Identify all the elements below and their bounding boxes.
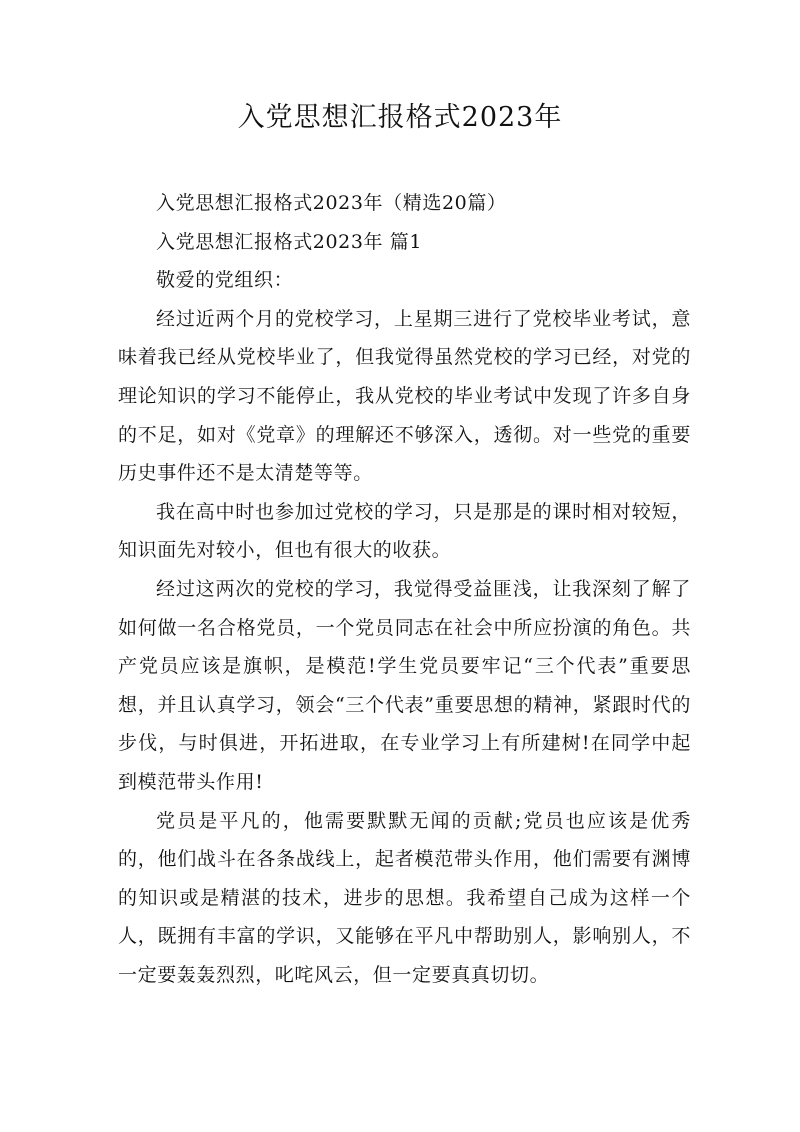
document-body [118, 184, 691, 994]
body-paragraph: 党员是平凡的，他需要默默无闻的贡献;党员也应该是优秀的，他们战斗在各条战线上，起者模范带头作用，他们需要有渊博的知识或是精湛的技术，进步的思想。我希望自己成为这样一个人，既拥有丰富的学识，又能够在平凡中帮助别人，影响别人，不一定要轰轰烈烈，叱咤风云，但一定要真真切切。 [118, 809, 691, 986]
body-paragraph: 我在高中时也参加过党校的学习，只是那是的课时相对较短，知识面先对较小，但也有很大的收获。 [118, 500, 691, 562]
salutation: 敬爱的党组织： [156, 269, 294, 292]
section-heading: 入党思想汇报格式2023年 篇1 [156, 230, 423, 253]
body-paragraph: 经过这两次的党校的学习，我觉得受益匪浅，让我深刻了解了如何做一名合格党员，一个党员同志在社会中所应扮演的角色。共产党员应该是旗帜，是模范!学生党员要牢记“三个代表”重要思想，并且认真学习，领会“三个代表”重要思想的精神，紧跟时代的步伐，与时俱进，开拓进取，在专业学习上有所建树!在同学中起到模范带头作用! [118, 577, 691, 793]
subtitle-line: 入党思想汇报格式2023年（精选20篇） [156, 192, 507, 214]
document-title: 入党思想汇报格式2023年 [237, 102, 563, 133]
body-paragraph: 经过近两个月的党校学习，上星期三进行了党校毕业考试，意味着我已经从党校毕业了，但我觉得虽然党校的学习已经，对党的理论知识的学习不能停止，我从党校的毕业考试中发现了许多自身的不足，如对《党章》的理解还不够深入，透彻。对一些党的重要历史事件还不是太清楚等等。 [118, 307, 691, 485]
